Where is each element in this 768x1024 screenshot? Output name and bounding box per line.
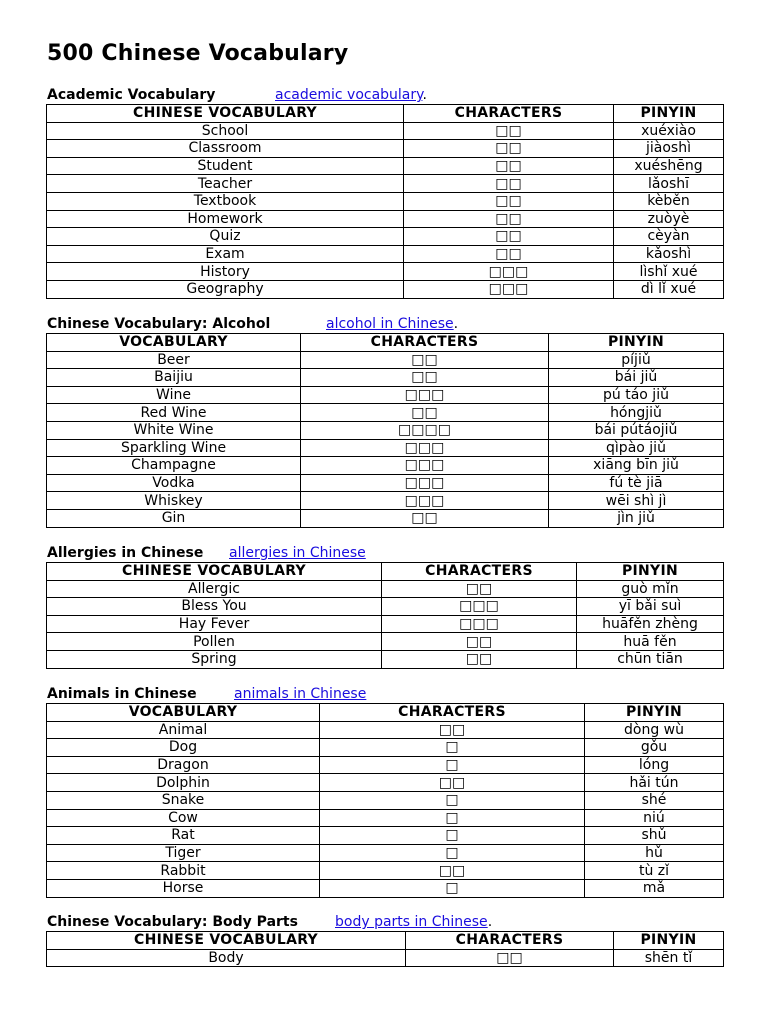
cell-characters: □	[320, 827, 585, 845]
table-row	[47, 457, 724, 475]
cell-english: Bless You	[47, 598, 382, 616]
cell-english: Allergic	[47, 580, 382, 598]
header-pinyin: PINYIN	[577, 563, 724, 581]
cell-pinyin: lǎoshī	[614, 175, 724, 193]
table-row	[47, 844, 724, 862]
table-row	[47, 633, 724, 651]
cell-english: Exam	[47, 245, 404, 263]
section-link[interactable]: body parts in Chinese	[335, 914, 488, 930]
cell-pinyin: hóngjiǔ	[549, 404, 724, 422]
cell-english: Baijiu	[47, 369, 301, 387]
header-vocabulary: CHINESE VOCABULARY	[47, 105, 404, 123]
cell-pinyin: guò mǐn	[577, 580, 724, 598]
section-title: Academic Vocabulary	[47, 87, 216, 103]
table-row	[47, 263, 724, 281]
link-suffix: .	[487, 914, 493, 930]
cell-english: Champagne	[47, 457, 301, 475]
table-row	[47, 949, 724, 967]
cell-pinyin: shēn tǐ	[614, 949, 724, 967]
cell-english: Beer	[47, 351, 301, 369]
cell-characters: □□	[404, 192, 614, 210]
vocabulary-table	[46, 104, 724, 299]
cell-pinyin: chūn tiān	[577, 650, 724, 668]
section-heading	[46, 685, 723, 703]
cell-characters: □□	[301, 369, 549, 387]
header-characters: CHARACTERS	[320, 704, 585, 722]
cell-pinyin: wēi shì jì	[549, 492, 724, 510]
cell-characters: □□□	[301, 492, 549, 510]
cell-pinyin: pú táo jiǔ	[549, 386, 724, 404]
table-row	[47, 492, 724, 510]
cell-characters: □□	[301, 509, 549, 527]
table-row	[47, 862, 724, 880]
cell-characters: □□	[320, 774, 585, 792]
table-row	[47, 439, 724, 457]
cell-pinyin: lóng	[585, 756, 724, 774]
cell-english: Student	[47, 157, 404, 175]
cell-pinyin: fú tè jiā	[549, 474, 724, 492]
table-row	[47, 809, 724, 827]
cell-english: Geography	[47, 280, 404, 298]
table-row	[47, 598, 724, 616]
cell-english: Dragon	[47, 756, 320, 774]
cell-pinyin: gǒu	[585, 739, 724, 757]
cell-english: Rabbit	[47, 862, 320, 880]
table-header-row	[47, 704, 724, 722]
cell-english: Wine	[47, 386, 301, 404]
cell-pinyin: lìshǐ xué	[614, 263, 724, 281]
cell-characters: □□□	[301, 457, 549, 475]
cell-pinyin: shǔ	[585, 827, 724, 845]
cell-characters: □□	[404, 140, 614, 158]
section-body-parts	[46, 913, 723, 967]
cell-characters: □□	[382, 580, 577, 598]
section-link-wrapper	[335, 913, 492, 931]
cell-characters: □□	[404, 157, 614, 175]
cell-pinyin: dòng wù	[585, 721, 724, 739]
cell-english: Spring	[47, 650, 382, 668]
cell-english: Horse	[47, 879, 320, 897]
link-suffix: .	[422, 87, 427, 103]
cell-characters: □□□	[382, 615, 577, 633]
cell-characters: □□□	[382, 598, 577, 616]
cell-english: Dolphin	[47, 774, 320, 792]
cell-pinyin: hǎi tún	[585, 774, 724, 792]
cell-pinyin: shé	[585, 791, 724, 809]
table-row	[47, 157, 724, 175]
cell-pinyin: yī bǎi suì	[577, 598, 724, 616]
cell-english: Textbook	[47, 192, 404, 210]
table-row	[47, 369, 724, 387]
vocabulary-table	[46, 931, 724, 967]
header-pinyin: PINYIN	[549, 334, 724, 352]
cell-english: Snake	[47, 791, 320, 809]
cell-english: School	[47, 122, 404, 140]
cell-characters: □□	[320, 721, 585, 739]
table-row	[47, 192, 724, 210]
cell-characters: □□□	[301, 439, 549, 457]
cell-pinyin: píjiǔ	[549, 351, 724, 369]
table-row	[47, 474, 724, 492]
table-row	[47, 879, 724, 897]
header-vocabulary: CHINESE VOCABULARY	[47, 932, 406, 950]
table-header-row	[47, 932, 724, 950]
cell-characters: □□□□	[301, 421, 549, 439]
link-suffix: .	[453, 316, 459, 332]
cell-english: Homework	[47, 210, 404, 228]
section-link[interactable]: academic vocabulary	[275, 87, 423, 103]
cell-pinyin: xuéxiào	[614, 122, 724, 140]
cell-characters: □□□	[301, 386, 549, 404]
section-heading	[46, 86, 723, 104]
header-vocabulary: VOCABULARY	[47, 704, 320, 722]
section-title: Allergies in Chinese	[47, 545, 204, 561]
cell-characters: □	[320, 879, 585, 897]
cell-english: Tiger	[47, 844, 320, 862]
cell-english: Rat	[47, 827, 320, 845]
table-row	[47, 739, 724, 757]
vocabulary-table	[46, 562, 724, 669]
section-allergies	[46, 544, 723, 669]
cell-pinyin: zuòyè	[614, 210, 724, 228]
section-link-wrapper	[326, 315, 458, 333]
cell-characters: □	[320, 844, 585, 862]
table-row	[47, 827, 724, 845]
header-pinyin: PINYIN	[585, 704, 724, 722]
cell-english: Classroom	[47, 140, 404, 158]
table-row	[47, 774, 724, 792]
table-row	[47, 140, 724, 158]
cell-characters: □□	[404, 122, 614, 140]
cell-pinyin: mǎ	[585, 879, 724, 897]
header-pinyin: PINYIN	[614, 932, 724, 950]
cell-pinyin: jìn jiǔ	[549, 509, 724, 527]
section-link[interactable]: allergies in Chinese	[229, 545, 366, 561]
cell-pinyin: bái jiǔ	[549, 369, 724, 387]
table-row	[47, 404, 724, 422]
table-row	[47, 245, 724, 263]
cell-pinyin: qìpào jiǔ	[549, 439, 724, 457]
cell-english: Body	[47, 949, 406, 967]
cell-characters: □□	[404, 245, 614, 263]
section-heading	[46, 544, 723, 562]
header-vocabulary: VOCABULARY	[47, 334, 301, 352]
table-row	[47, 721, 724, 739]
table-row	[47, 791, 724, 809]
table-row	[47, 228, 724, 246]
cell-pinyin: xuéshēng	[614, 157, 724, 175]
section-heading	[46, 913, 723, 931]
header-vocabulary: CHINESE VOCABULARY	[47, 563, 382, 581]
table-header-row	[47, 105, 724, 123]
cell-characters: □	[320, 809, 585, 827]
table-header-row	[47, 563, 724, 581]
cell-pinyin: bái pútáojiǔ	[549, 421, 724, 439]
cell-pinyin: xiāng bīn jiǔ	[549, 457, 724, 475]
table-row	[47, 280, 724, 298]
cell-english: Quiz	[47, 228, 404, 246]
cell-pinyin: niú	[585, 809, 724, 827]
cell-pinyin: huāfěn zhèng	[577, 615, 724, 633]
cell-characters: □□□	[404, 263, 614, 281]
section-alcohol	[46, 315, 723, 528]
cell-pinyin: kǎoshì	[614, 245, 724, 263]
cell-english: Pollen	[47, 633, 382, 651]
table-row	[47, 175, 724, 193]
cell-english: Cow	[47, 809, 320, 827]
header-characters: CHARACTERS	[404, 105, 614, 123]
section-title: Chinese Vocabulary: Body Parts	[47, 914, 298, 930]
table-row	[47, 210, 724, 228]
cell-english: History	[47, 263, 404, 281]
cell-english: Animal	[47, 721, 320, 739]
cell-english: Hay Fever	[47, 615, 382, 633]
section-title: Chinese Vocabulary: Alcohol	[47, 316, 271, 332]
vocabulary-table	[46, 703, 724, 898]
cell-english: Gin	[47, 509, 301, 527]
cell-characters: □□	[301, 404, 549, 422]
cell-characters: □□□	[404, 280, 614, 298]
section-link-wrapper	[275, 86, 427, 104]
section-heading	[46, 315, 723, 333]
cell-pinyin: dì lǐ xué	[614, 280, 724, 298]
section-link-wrapper	[229, 544, 366, 562]
cell-pinyin: tù zǐ	[585, 862, 724, 880]
table-header-row	[47, 334, 724, 352]
header-characters: CHARACTERS	[382, 563, 577, 581]
cell-english: Teacher	[47, 175, 404, 193]
cell-pinyin: jiàoshì	[614, 140, 724, 158]
cell-characters: □	[320, 739, 585, 757]
table-row	[47, 351, 724, 369]
section-link[interactable]: alcohol in Chinese	[326, 316, 454, 332]
table-row	[47, 580, 724, 598]
cell-characters: □□	[382, 650, 577, 668]
cell-characters: □	[320, 791, 585, 809]
cell-pinyin: huā fěn	[577, 633, 724, 651]
cell-english: White Wine	[47, 421, 301, 439]
vocabulary-table	[46, 333, 724, 528]
cell-characters: □□	[320, 862, 585, 880]
cell-characters: □	[320, 756, 585, 774]
cell-english: Red Wine	[47, 404, 301, 422]
section-link-wrapper	[234, 685, 366, 703]
cell-characters: □□	[301, 351, 549, 369]
table-row	[47, 756, 724, 774]
section-academic	[46, 86, 723, 299]
table-row	[47, 386, 724, 404]
cell-pinyin: cèyàn	[614, 228, 724, 246]
table-row	[47, 421, 724, 439]
cell-characters: □□	[406, 949, 614, 967]
cell-english: Dog	[47, 739, 320, 757]
table-row	[47, 615, 724, 633]
header-characters: CHARACTERS	[301, 334, 549, 352]
header-pinyin: PINYIN	[614, 105, 724, 123]
cell-english: Vodka	[47, 474, 301, 492]
cell-characters: □□	[404, 210, 614, 228]
table-row	[47, 122, 724, 140]
cell-characters: □□	[404, 175, 614, 193]
cell-pinyin: kèběn	[614, 192, 724, 210]
cell-pinyin: hǔ	[585, 844, 724, 862]
cell-english: Sparkling Wine	[47, 439, 301, 457]
section-link[interactable]: animals in Chinese	[234, 686, 367, 702]
cell-characters: □□□	[301, 474, 549, 492]
header-characters: CHARACTERS	[406, 932, 614, 950]
page-title: 500 Chinese Vocabulary	[47, 41, 349, 66]
cell-characters: □□	[382, 633, 577, 651]
cell-english: Whiskey	[47, 492, 301, 510]
table-row	[47, 650, 724, 668]
section-title: Animals in Chinese	[47, 686, 197, 702]
cell-characters: □□	[404, 228, 614, 246]
section-animals	[46, 685, 723, 898]
table-row	[47, 509, 724, 527]
